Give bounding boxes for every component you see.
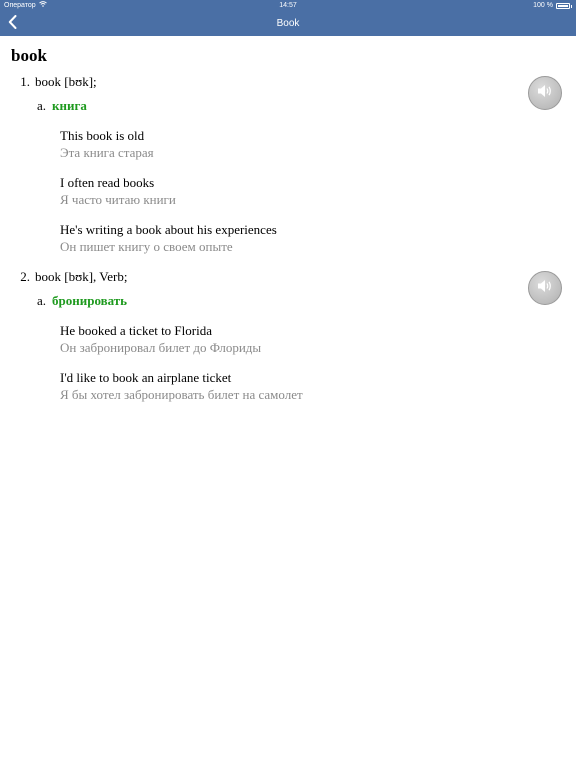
example-english: This book is old bbox=[60, 128, 145, 143]
translation-word: бронировать bbox=[52, 293, 128, 308]
example-russian: Я бы хотел забронировать билет на самолет bbox=[60, 387, 303, 402]
audio-button-sense-1[interactable] bbox=[528, 76, 562, 110]
sense-number: 2. bbox=[20, 269, 30, 284]
sense-number: 1. bbox=[20, 74, 30, 89]
page-title: Book bbox=[276, 18, 300, 29]
example-english: He booked a ticket to Florida bbox=[60, 323, 212, 338]
translation-word: книга bbox=[52, 98, 87, 113]
sense-1 bbox=[12, 74, 97, 90]
translation-1a bbox=[36, 98, 87, 114]
example-russian: Он пишет книгу о своем опыте bbox=[60, 239, 233, 254]
speaker-icon bbox=[536, 83, 554, 104]
example-english: I often read books bbox=[60, 175, 155, 190]
battery-icon bbox=[556, 3, 570, 9]
example-english: I'd like to book an airplane ticket bbox=[60, 370, 232, 385]
translation-letter: a. bbox=[36, 293, 46, 308]
headword: book bbox=[11, 46, 47, 65]
example-3 bbox=[60, 221, 277, 255]
translation-letter: a. bbox=[36, 98, 46, 113]
sense-2 bbox=[12, 269, 127, 285]
example-1 bbox=[60, 127, 154, 161]
audio-button-sense-2[interactable] bbox=[528, 271, 562, 305]
battery-group bbox=[533, 0, 572, 12]
status-bar bbox=[0, 0, 576, 12]
battery-tip bbox=[571, 5, 572, 8]
sense-header: book [bʊk]; bbox=[35, 74, 97, 89]
navigation-bar bbox=[0, 12, 576, 36]
clock: 14:57 bbox=[279, 2, 297, 9]
example-russian: Эта книга старая bbox=[60, 145, 154, 160]
example-2 bbox=[60, 174, 176, 208]
example-english: He's writing a book about his experiences bbox=[60, 222, 277, 237]
speaker-icon bbox=[536, 278, 554, 299]
top-bar bbox=[0, 0, 576, 36]
example-russian: Я часто читаю книги bbox=[60, 192, 176, 207]
example-russian: Он забронировал билет до Флориды bbox=[60, 340, 262, 355]
example-4 bbox=[60, 322, 261, 356]
example-5 bbox=[60, 369, 303, 403]
translation-2a bbox=[36, 293, 127, 309]
sense-header: book [bʊk], Verb; bbox=[35, 269, 128, 284]
battery-percent: 100 % bbox=[533, 2, 553, 9]
carrier-label: Оператор bbox=[4, 2, 36, 9]
